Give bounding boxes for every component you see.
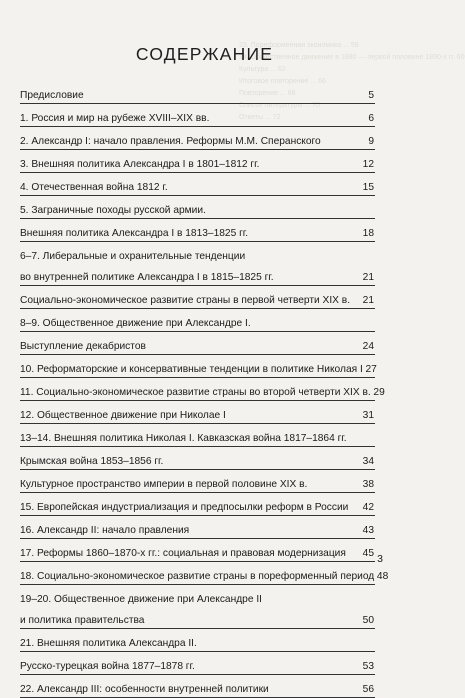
toc-entry-title: во внутренней политике Александра I в 1815–1825 гг. xyxy=(20,272,274,283)
toc-entry-page: 50 xyxy=(362,615,374,626)
toc-entry-page: 9 xyxy=(368,136,374,147)
toc-entry-title: 12. Общественное движение при Николае I xyxy=(20,410,226,421)
toc-entry-page: 21 xyxy=(362,272,374,283)
toc-entry-title: 16. Александр II: начало правления xyxy=(20,525,190,536)
toc-entry-page: 24 xyxy=(362,341,374,352)
toc-entry[interactable] xyxy=(20,447,375,470)
toc-entry-title: Крымская война 1853–1856 гг. xyxy=(20,456,164,467)
toc-entry-title: Социально-экономическое развитие страны в первой четверти XIX в. xyxy=(20,295,351,306)
toc-entry[interactable] xyxy=(20,81,375,104)
toc-entry[interactable] xyxy=(20,286,375,309)
toc-entry[interactable] xyxy=(20,219,375,242)
toc-entry[interactable] xyxy=(20,332,375,355)
toc-entry[interactable] xyxy=(20,585,375,629)
toc-entry-title: 3. Внешняя политика Александра I в 1801–1812 гг. xyxy=(20,159,260,170)
toc-entry[interactable] xyxy=(20,516,375,539)
page-title: СОДЕРЖАНИЕ xyxy=(135,44,274,64)
toc-entry[interactable] xyxy=(20,104,375,127)
toc-entry-page: 12 xyxy=(362,159,374,170)
table-of-contents xyxy=(20,81,389,698)
toc-entry-page: 21 xyxy=(362,295,374,306)
toc-entry[interactable] xyxy=(20,127,375,150)
toc-entry-title: 11. Социально-экономическое развитие страны во второй четверти XIX в. xyxy=(20,387,371,398)
bleed-through-line: 23. Пореформенная экономика ... 59 xyxy=(239,42,359,49)
toc-entry[interactable] xyxy=(20,629,375,652)
toc-entry[interactable] xyxy=(20,493,375,516)
toc-entry-page: 43 xyxy=(362,525,374,536)
toc-entry[interactable] xyxy=(20,470,375,493)
bleed-through-line: 24. Общественное движение в 1880 — первой половине 1890-х гг. 60 xyxy=(239,54,465,61)
toc-entry[interactable] xyxy=(20,378,385,401)
toc-entry-title: 13–14. Внешняя политика Николая I. Кавказская война 1817–1864 гг. xyxy=(20,433,347,444)
toc-entry-title: 19–20. Общественное движение при Александре II xyxy=(20,594,262,605)
bleed-through-line: Итоговое повторение ... 66 xyxy=(239,78,326,85)
bleed-through-line: Повторение ... 68 xyxy=(239,90,296,97)
toc-entry[interactable] xyxy=(20,675,375,698)
toc-entry-title: 1. Россия и мир на рубеже XVIII–XIX вв. xyxy=(20,113,210,124)
toc-entry-page: 34 xyxy=(362,456,374,467)
toc-entry-page: 42 xyxy=(362,502,374,513)
toc-entry-title: 8–9. Общественное движение при Александре I. xyxy=(20,318,251,329)
bleed-through-line: Ответы ... 72 xyxy=(239,114,281,121)
bleed-through-line: Список литературы ... 70 xyxy=(239,102,321,109)
toc-entry-title: Предисловие xyxy=(20,90,84,101)
toc-entry-page: 6 xyxy=(368,113,374,124)
toc-entry-title: 2. Александр I: начало правления. Реформы М.М. Сперанского xyxy=(20,136,321,147)
toc-entry-page: 45 xyxy=(362,548,374,559)
toc-entry-title: 21. Внешняя политика Александра II. xyxy=(20,638,197,649)
toc-entry-page: 31 xyxy=(362,410,374,421)
toc-entry[interactable] xyxy=(20,539,375,562)
toc-entry-title: Внешняя политика Александра I в 1813–1825 гг. xyxy=(20,228,249,239)
toc-entry[interactable] xyxy=(20,652,375,675)
toc-entry-title: 17. Реформы 1860–1870-х гг.: социальная и правовая модернизация xyxy=(20,548,346,559)
toc-entry-title: 15. Европейская индустриализация и предпосылки реформ в России xyxy=(20,502,349,513)
toc-entry[interactable] xyxy=(20,309,375,332)
toc-entry[interactable] xyxy=(20,196,375,219)
toc-entry-page: 15 xyxy=(362,182,374,193)
toc-entry-page: 29 xyxy=(373,387,385,398)
toc-entry-title: Русско-турецкая война 1877–1878 гг. xyxy=(20,661,195,672)
toc-entry[interactable] xyxy=(20,401,375,424)
toc-entry[interactable] xyxy=(20,424,375,447)
toc-entry-page: 18 xyxy=(362,228,374,239)
toc-entry[interactable] xyxy=(20,150,375,173)
toc-entry-title: 4. Отечественная война 1812 г. xyxy=(20,182,168,193)
toc-entry[interactable] xyxy=(20,355,375,378)
toc-entry[interactable] xyxy=(20,173,375,196)
toc-entry-title: 10. Реформаторские и консервативные тенденции в политике Николая I xyxy=(20,364,363,375)
toc-entry-title: 5. Заграничные походы русской армии. xyxy=(20,205,206,216)
toc-entry-title: 22. Александр III: особенности внутренней политики xyxy=(20,684,269,695)
toc-entry-page: 27 xyxy=(365,364,377,375)
toc-entry-page: 56 xyxy=(362,684,374,695)
toc-entry-page: 53 xyxy=(362,661,374,672)
toc-entry-title: Культурное пространство империи в первой половине XIX в. xyxy=(20,479,308,490)
toc-entry-page: 5 xyxy=(368,90,374,101)
toc-entry-title: и политика правительства xyxy=(20,615,145,626)
toc-entry-title: 18. Социально-экономическое развитие страны в пореформенный период xyxy=(20,571,375,582)
toc-entry-title: 6–7. Либеральные и охранительные тенденции xyxy=(20,251,246,262)
bleed-through-line: Культура ... 62 xyxy=(239,66,286,73)
toc-entry[interactable] xyxy=(20,562,389,585)
toc-entry-page: 48 xyxy=(376,571,389,582)
toc-entry[interactable] xyxy=(20,242,375,286)
toc-entry-page: 38 xyxy=(362,479,374,490)
page-number: 3 xyxy=(377,553,383,565)
toc-entry-title: Выступление декабристов xyxy=(20,341,146,352)
